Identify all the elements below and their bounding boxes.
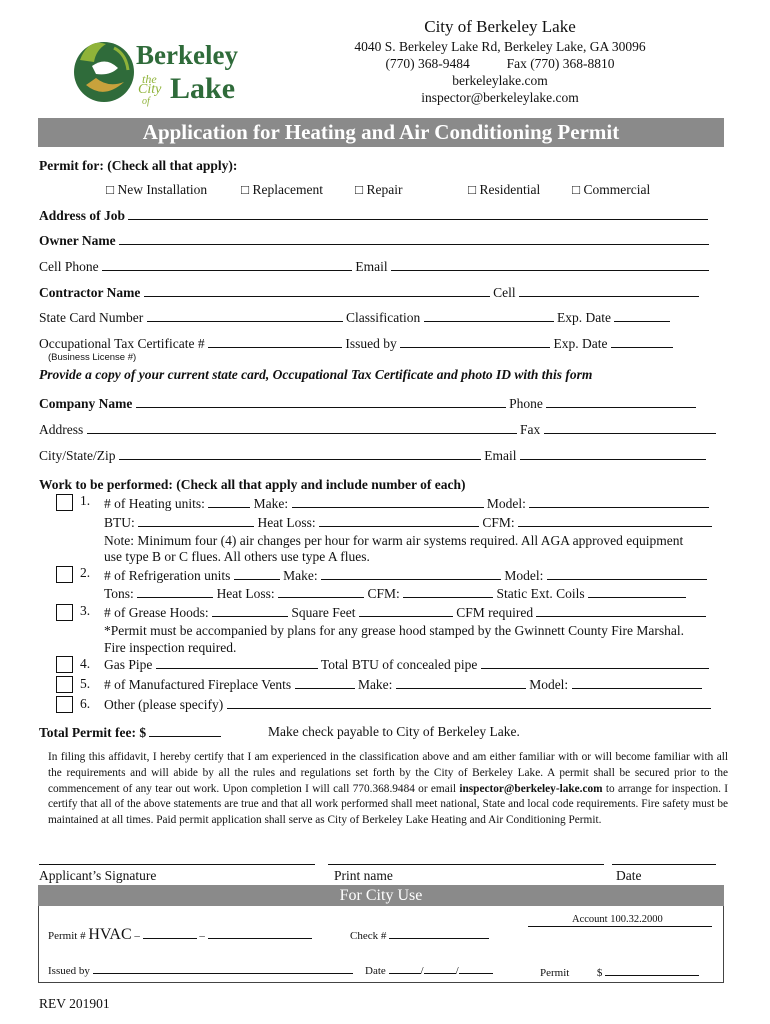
grease-hoods-field[interactable]	[212, 604, 288, 617]
item-number-6: 6.	[80, 696, 91, 711]
print-name-line[interactable]	[328, 864, 604, 865]
gas-pipe-field[interactable]	[156, 656, 318, 669]
gas-pipe-label: Gas Pipe	[104, 657, 153, 672]
form-title: Application for Heating and Air Conditioning Permit	[38, 118, 724, 147]
org-phone: (770) 368-9484	[385, 56, 470, 71]
permit-dash-1: –	[134, 930, 140, 942]
check-number-field[interactable]	[389, 926, 489, 939]
refrig-make-label: Make:	[283, 568, 318, 583]
work-checkbox-1[interactable]	[56, 494, 73, 511]
permit-number-label: Permit #	[48, 930, 86, 942]
issued-by-city-field[interactable]	[93, 961, 353, 974]
heating-make-field[interactable]	[292, 495, 484, 508]
business-license-note: (Business License #)	[48, 352, 137, 363]
permit-fee-field[interactable]	[605, 963, 699, 976]
city-date-day[interactable]	[424, 961, 456, 974]
cfm2-label: CFM:	[367, 586, 400, 601]
tons-label: Tons:	[104, 586, 134, 601]
tons-field[interactable]	[137, 585, 213, 598]
total-btu-label: Total BTU of concealed pipe	[320, 657, 478, 672]
fireplace-model-field[interactable]	[572, 676, 702, 689]
square-feet-field[interactable]	[359, 604, 453, 617]
hvac-label: HVAC	[88, 926, 132, 943]
item-number-5: 5.	[80, 676, 91, 691]
issued-by-label: Issued by	[345, 336, 397, 351]
address-job-field[interactable]	[128, 207, 708, 220]
city-logo	[66, 30, 236, 110]
contractor-name-field[interactable]	[144, 284, 490, 297]
city-date-label: Date	[365, 965, 386, 977]
account-label: Account 100.32.2000	[572, 914, 663, 925]
fireplace-make-label: Make:	[357, 677, 393, 692]
heat-loss2-field[interactable]	[278, 585, 364, 598]
heating-model-label: Model:	[486, 496, 526, 511]
cfm-required-field[interactable]	[536, 604, 706, 617]
city-use-heading: For City Use	[38, 885, 724, 906]
heat-loss2-label: Heat Loss:	[216, 586, 275, 601]
item-number-1: 1.	[80, 493, 91, 508]
city-date-month[interactable]	[389, 961, 421, 974]
exp-date-field[interactable]	[614, 309, 670, 322]
static-label: Static Ext. Coils	[496, 586, 585, 601]
org-email: inspector@berkeleylake.com	[421, 90, 579, 105]
org-address: 4040 S. Berkeley Lake Rd, Berkeley Lake, GA 30096	[354, 39, 646, 54]
work-checkbox-3[interactable]	[56, 604, 73, 621]
org-name: City of Berkeley Lake	[424, 17, 576, 36]
heating-make-label: Make:	[253, 496, 289, 511]
work-heading: Work to be performed: (Check all that apply and include number of each)	[39, 477, 466, 492]
refrig-model-label: Model:	[504, 568, 544, 583]
cell-label: Cell	[493, 285, 516, 300]
total-fee-label: Total Permit fee: $	[39, 725, 147, 740]
heating-note-b: use type B or C flues. All others use type A flues.	[104, 549, 370, 564]
permit-option-residential[interactable]: □ Residential	[468, 182, 541, 197]
logo-text-city: City	[138, 82, 162, 97]
heating-units-label: # of Heating units:	[104, 496, 205, 511]
exp-date-label: Exp. Date	[556, 310, 611, 325]
other-label: Other (please specify)	[104, 697, 224, 712]
square-feet-label: Square Feet	[291, 605, 356, 620]
state-card-label: State Card Number	[39, 310, 144, 325]
print-name-label: Print name	[334, 868, 393, 883]
email2-label: Email	[484, 448, 517, 463]
permit-number-field-2[interactable]	[208, 926, 312, 939]
fax-label: Fax	[520, 422, 541, 437]
permit-dash-2: –	[199, 930, 205, 942]
logo-text-lake: Lake	[170, 72, 236, 105]
item-number-4: 4.	[80, 656, 91, 671]
exp-date2-field[interactable]	[611, 335, 673, 348]
cell-field[interactable]	[519, 284, 699, 297]
cfm-required-label: CFM required	[456, 605, 534, 620]
cell-phone-field[interactable]	[102, 258, 352, 271]
date-line[interactable]	[612, 864, 716, 865]
occ-tax-field[interactable]	[208, 335, 342, 348]
check-number-label: Check #	[350, 930, 387, 942]
issued-by-field[interactable]	[400, 335, 550, 348]
grease-hoods-label: # of Grease Hoods:	[104, 605, 209, 620]
phone-label: Phone	[509, 396, 543, 411]
work-checkbox-6[interactable]	[56, 696, 73, 713]
heating-model-field[interactable]	[529, 495, 709, 508]
company-name-field[interactable]	[136, 395, 506, 408]
fax-field[interactable]	[544, 421, 716, 434]
owner-name-label: Owner Name	[39, 233, 116, 248]
permit-fee-dollar: $	[596, 967, 603, 979]
fireplace-label: # of Manufactured Fireplace Vents	[104, 677, 292, 692]
item-number-2: 2.	[80, 565, 91, 580]
heating-note-a: Note: Minimum four (4) air changes per hour for warm air systems required. All AGA approved equipment	[104, 533, 684, 548]
city-date-sep-2: /	[455, 965, 459, 977]
revision-label: REV 201901	[39, 996, 110, 1011]
permit-option-repair[interactable]: □ Repair	[355, 182, 403, 197]
total-btu-field[interactable]	[481, 656, 709, 669]
refrig-units-field[interactable]	[234, 567, 280, 580]
address-field[interactable]	[87, 421, 517, 434]
state-card-field[interactable]	[147, 309, 343, 322]
cfm2-field[interactable]	[403, 585, 493, 598]
org-fax: Fax (770) 368-8810	[506, 56, 615, 71]
city-state-zip-field[interactable]	[119, 447, 481, 460]
contractor-name-label: Contractor Name	[39, 285, 141, 300]
applicant-signature-line[interactable]	[39, 864, 315, 865]
cell-phone-label: Cell Phone	[39, 259, 99, 274]
address-job-label: Address of Job	[39, 208, 126, 223]
heating-units-field[interactable]	[208, 495, 250, 508]
refrig-units-label: # of Refrigeration units	[104, 568, 231, 583]
email-label: Email	[355, 259, 388, 274]
owner-name-field[interactable]	[119, 232, 709, 245]
email-field[interactable]	[391, 258, 709, 271]
city-state-zip-label: City/State/Zip	[39, 448, 116, 463]
fireplace-model-label: Model:	[529, 677, 569, 692]
btu-field[interactable]	[138, 514, 254, 527]
affidavit-part-1: In filing this affidavit, I hereby certify that I am experienced in the classification above and am either familiar with or will become familiar with all the requirements and will abide by all the rules and regulations set forth by the City of Berkeley Lake. A permit shall be secured prior to the commencement of any tear out work. Upon completion I will call 770.368.9484 or email	[48, 751, 728, 795]
email2-field[interactable]	[520, 447, 706, 460]
cfm-label: CFM:	[482, 515, 515, 530]
refrig-make-field[interactable]	[321, 567, 501, 580]
permit-option-new[interactable]: □ New Installation	[106, 182, 208, 197]
other-field[interactable]	[227, 696, 711, 709]
city-date-year[interactable]	[459, 961, 493, 974]
work-checkbox-2[interactable]	[56, 566, 73, 583]
phone-field[interactable]	[546, 395, 696, 408]
affidavit-text	[48, 750, 728, 829]
check-payable-note: Make check payable to City of Berkeley Lake.	[268, 724, 520, 739]
item-number-3: 3.	[80, 603, 91, 618]
heat-loss-field[interactable]	[319, 514, 479, 527]
permit-number-field-1[interactable]	[143, 926, 197, 939]
permit-for-label: Permit for: (Check all that apply):	[39, 158, 238, 173]
account-line	[528, 926, 712, 927]
work-checkbox-5[interactable]	[56, 676, 73, 693]
grease-note-b: Fire inspection required.	[104, 640, 237, 655]
issued-by-city-label: Issued by	[48, 965, 90, 977]
grease-note-a: *Permit must be accompanied by plans for any grease hood stamped by the Gwinnett County Fire Marshal.	[104, 623, 684, 638]
cfm-field[interactable]	[518, 514, 712, 527]
fireplace-make-field[interactable]	[396, 676, 526, 689]
static-field[interactable]	[588, 585, 686, 598]
date-label: Date	[616, 868, 642, 883]
affidavit-email[interactable]: inspector@berkeley-lake.com	[459, 782, 603, 795]
classification-field[interactable]	[424, 309, 554, 322]
address-label: Address	[39, 422, 84, 437]
city-date-sep-1: /	[420, 965, 424, 977]
applicant-signature-label: Applicant’s Signature	[39, 868, 157, 883]
org-web: berkeleylake.com	[452, 73, 548, 88]
header-block	[330, 17, 670, 106]
heat-loss-label: Heat Loss:	[257, 515, 316, 530]
provide-copy-note: Provide a copy of your current state card, Occupational Tax Certificate and photo ID with this form	[39, 367, 593, 382]
total-fee-field[interactable]	[149, 724, 221, 737]
logo-text-of: of	[142, 96, 150, 107]
company-name-label: Company Name	[39, 396, 133, 411]
logo-text-the: the	[142, 72, 157, 86]
refrig-model-field[interactable]	[547, 567, 707, 580]
occ-tax-label: Occupational Tax Certificate #	[39, 336, 205, 351]
permit-fee-label: Permit	[540, 967, 570, 979]
exp-date2-label: Exp. Date	[553, 336, 608, 351]
permit-option-commercial[interactable]: □ Commercial	[572, 182, 651, 197]
fireplace-field[interactable]	[295, 676, 355, 689]
work-checkbox-4[interactable]	[56, 656, 73, 673]
permit-option-replacement[interactable]: □ Replacement	[241, 182, 323, 197]
classification-label: Classification	[345, 310, 421, 325]
logo-text-berkeley: Berkeley	[136, 40, 238, 70]
affidavit-part-2: to arrange for inspection. I certify that all of the above statements are true and that all work performed shall meet national, State and local code requirements. Fire safety must be maintained at all times. Paid permit application shall serve as City of Berkeley Lake Heating and Air Conditioning Permit.	[48, 782, 729, 827]
btu-label: BTU:	[104, 515, 135, 530]
